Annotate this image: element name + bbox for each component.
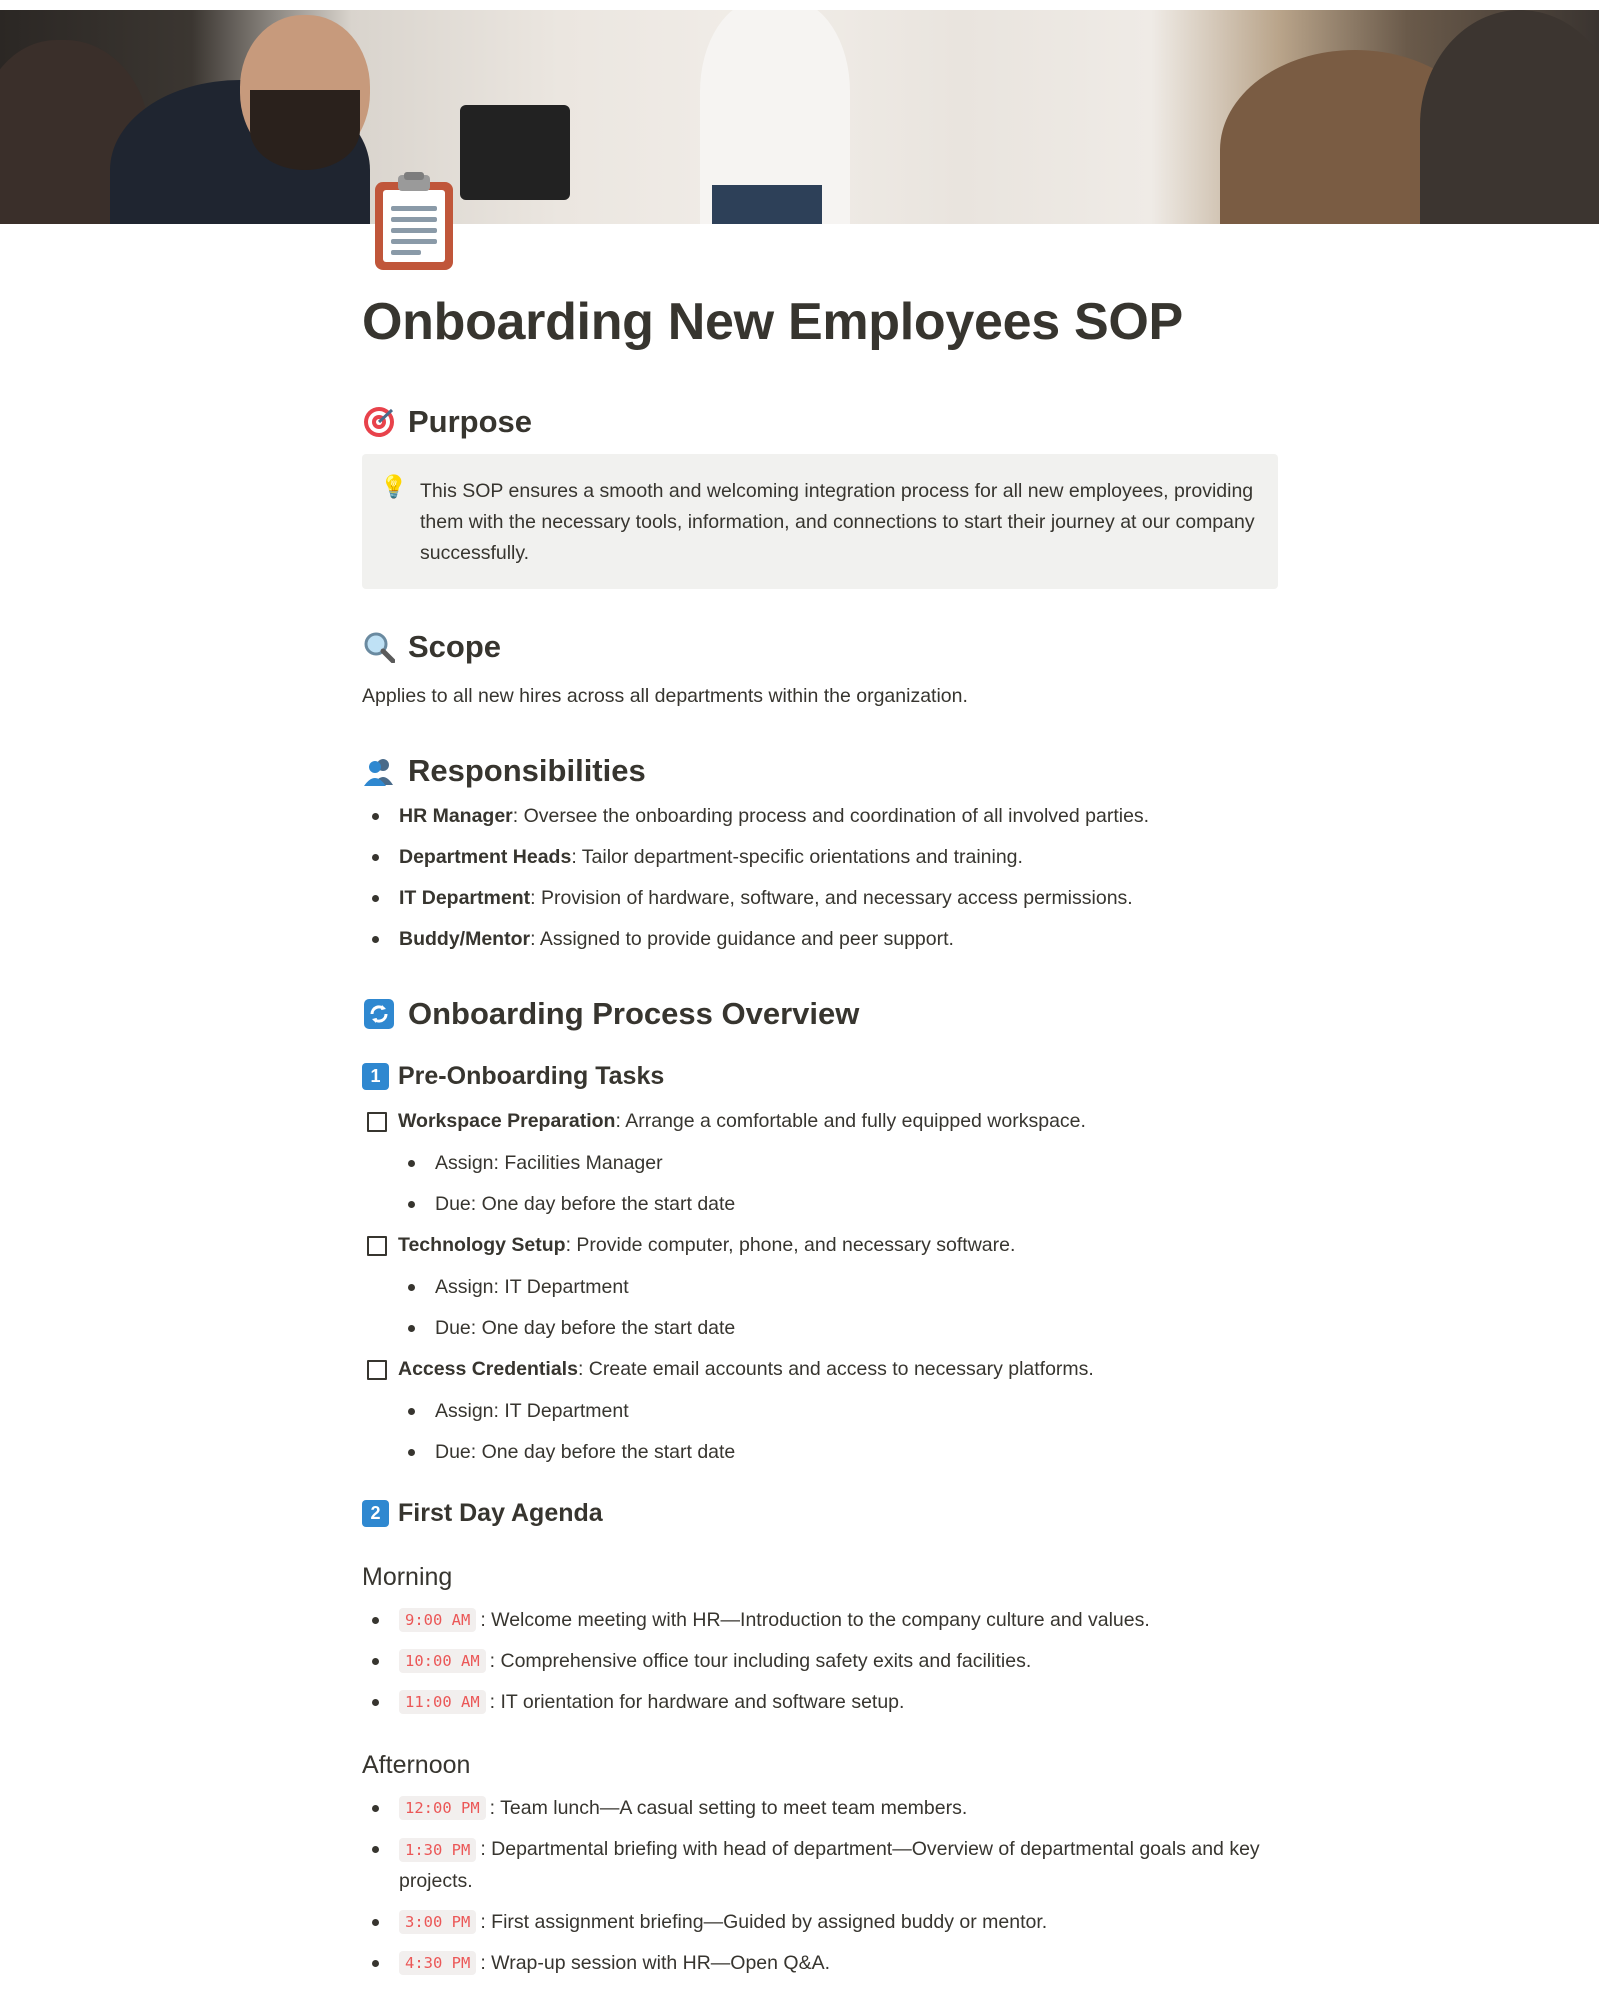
assign-text: Assign: IT Department (435, 1400, 629, 1422)
purpose-callout[interactable] (362, 454, 1278, 589)
target-icon (362, 405, 396, 439)
list-item[interactable] (408, 1276, 629, 1299)
callout-text: This SOP ensures a smooth and welcoming integration process for all new employees, providing them with the necessary tools, information, and connections to start their journey at our company successfully. (420, 480, 1255, 564)
role-label: HR Manager (399, 805, 513, 827)
cover-person-shape (1420, 10, 1599, 224)
lightbulb-icon: 💡 (380, 474, 408, 499)
task-title: Access Credentials (398, 1358, 578, 1380)
role-label: Department Heads (399, 846, 572, 868)
heading-scope[interactable] (362, 629, 501, 665)
time-code: 4:30 PM (399, 1951, 476, 1975)
bullet (408, 1201, 415, 1208)
task-desc: : Arrange a comfortable and fully equipped workspace. (615, 1110, 1086, 1132)
heading-overview[interactable] (362, 996, 859, 1032)
number-two-icon: 2 (362, 1500, 389, 1527)
task-title: Workspace Preparation (398, 1110, 616, 1132)
due-text: Due: One day before the start date (435, 1317, 736, 1339)
due-text: Due: One day before the start date (435, 1193, 736, 1215)
list-item[interactable] (408, 1441, 735, 1464)
role-desc: : Oversee the onboarding process and coordination of all involved parties. (512, 805, 1150, 827)
heading-afternoon[interactable]: Afternoon (362, 1751, 471, 1779)
heading-text: Purpose (408, 404, 533, 439)
heading-text: First Day Agenda (398, 1499, 603, 1527)
bullet (372, 1658, 379, 1665)
bullet (372, 895, 379, 902)
agenda-text: : Team lunch—A casual setting to meet team members. (489, 1796, 968, 1819)
task-desc: : Provide computer, phone, and necessary software. (565, 1234, 1016, 1256)
list-item[interactable] (372, 1796, 967, 1820)
list-item[interactable] (372, 1608, 1150, 1632)
bullet (372, 936, 379, 943)
bullet (372, 1699, 379, 1706)
bullet (408, 1449, 415, 1456)
list-item[interactable] (408, 1317, 735, 1340)
bullet (408, 1325, 415, 1332)
list-item[interactable] (408, 1193, 735, 1216)
cover-beard-shape (250, 90, 360, 170)
list-item[interactable] (372, 1690, 904, 1714)
list-item[interactable] (372, 1951, 830, 1975)
bullet (408, 1284, 415, 1291)
time-code: 1:30 PM (399, 1838, 476, 1862)
due-text: Due: One day before the start date (435, 1441, 736, 1463)
bullet (408, 1160, 415, 1167)
bullet (372, 1617, 379, 1624)
agenda-text: : IT orientation for hardware and software setup. (489, 1690, 905, 1713)
cycle-arrows-icon (362, 997, 396, 1031)
role-label: Buddy/Mentor (399, 928, 531, 950)
heading-first-day[interactable] (362, 1499, 603, 1528)
cover-image (0, 10, 1599, 224)
bullet (372, 1919, 379, 1926)
list-item[interactable] (372, 887, 1133, 910)
bullet (372, 813, 379, 820)
heading-responsibilities[interactable] (362, 753, 646, 789)
agenda-line (399, 1834, 1272, 1897)
role-desc: : Tailor department-specific orientations and training. (571, 846, 1023, 868)
agenda-text: : Wrap-up session with HR—Open Q&A. (480, 1951, 831, 1974)
heading-purpose[interactable] (362, 404, 532, 440)
cover-jeans-shape (712, 185, 822, 224)
heading-text: Onboarding Process Overview (408, 996, 860, 1031)
bullet (372, 854, 379, 861)
list-item[interactable] (408, 1400, 629, 1423)
magnifier-icon (362, 630, 396, 664)
heading-text: Scope (408, 629, 502, 664)
time-code: 10:00 AM (399, 1649, 486, 1673)
cover-monitor-shape (460, 105, 570, 200)
time-code: 12:00 PM (399, 1796, 486, 1820)
role-desc: : Provision of hardware, software, and necessary access permissions. (530, 887, 1133, 909)
time-code: 3:00 PM (399, 1910, 476, 1934)
clipboard-icon[interactable] (372, 172, 456, 272)
list-item[interactable] (372, 1834, 1272, 1897)
role-label: IT Department (399, 887, 531, 909)
assign-text: Assign: Facilities Manager (435, 1152, 663, 1174)
time-code: 11:00 AM (399, 1690, 486, 1714)
time-code: 9:00 AM (399, 1608, 476, 1632)
todo-item[interactable] (367, 1358, 1094, 1381)
list-item[interactable] (372, 1910, 1047, 1934)
heading-pre-onboarding[interactable] (362, 1062, 664, 1091)
heading-text: Responsibilities (408, 753, 646, 788)
scope-text[interactable]: Applies to all new hires across all departments within the organization. (362, 685, 968, 707)
list-item[interactable] (372, 805, 1149, 828)
agenda-text: : Departmental briefing with head of department—Overview of departmental goals and key projects. (399, 1838, 1260, 1892)
page-title[interactable]: Onboarding New Employees SOP (362, 293, 1183, 351)
number-one-icon: 1 (362, 1063, 389, 1090)
bullet (372, 1846, 379, 1853)
heading-text: Pre-Onboarding Tasks (398, 1062, 665, 1090)
todo-item[interactable] (367, 1110, 1086, 1133)
agenda-text: : Welcome meeting with HR—Introduction to the company culture and values. (480, 1608, 1150, 1631)
checkbox[interactable] (367, 1360, 387, 1380)
assign-text: Assign: IT Department (435, 1276, 629, 1298)
bullet (372, 1805, 379, 1812)
people-icon (362, 754, 396, 788)
list-item[interactable] (372, 846, 1023, 869)
task-desc: : Create email accounts and access to necessary platforms. (577, 1358, 1094, 1380)
role-desc: : Assigned to provide guidance and peer support. (530, 928, 954, 950)
list-item[interactable] (372, 928, 954, 951)
list-item[interactable] (408, 1152, 663, 1175)
todo-item[interactable] (367, 1234, 1015, 1257)
heading-morning[interactable]: Morning (362, 1563, 453, 1591)
checkbox[interactable] (367, 1236, 387, 1256)
list-item[interactable] (372, 1649, 1031, 1673)
checkbox[interactable] (367, 1112, 387, 1132)
task-title: Technology Setup (398, 1234, 566, 1256)
agenda-text: : First assignment briefing—Guided by assigned buddy or mentor. (480, 1910, 1048, 1933)
bullet (408, 1408, 415, 1415)
bullet (372, 1960, 379, 1967)
agenda-text: : Comprehensive office tour including safety exits and facilities. (489, 1649, 1032, 1672)
